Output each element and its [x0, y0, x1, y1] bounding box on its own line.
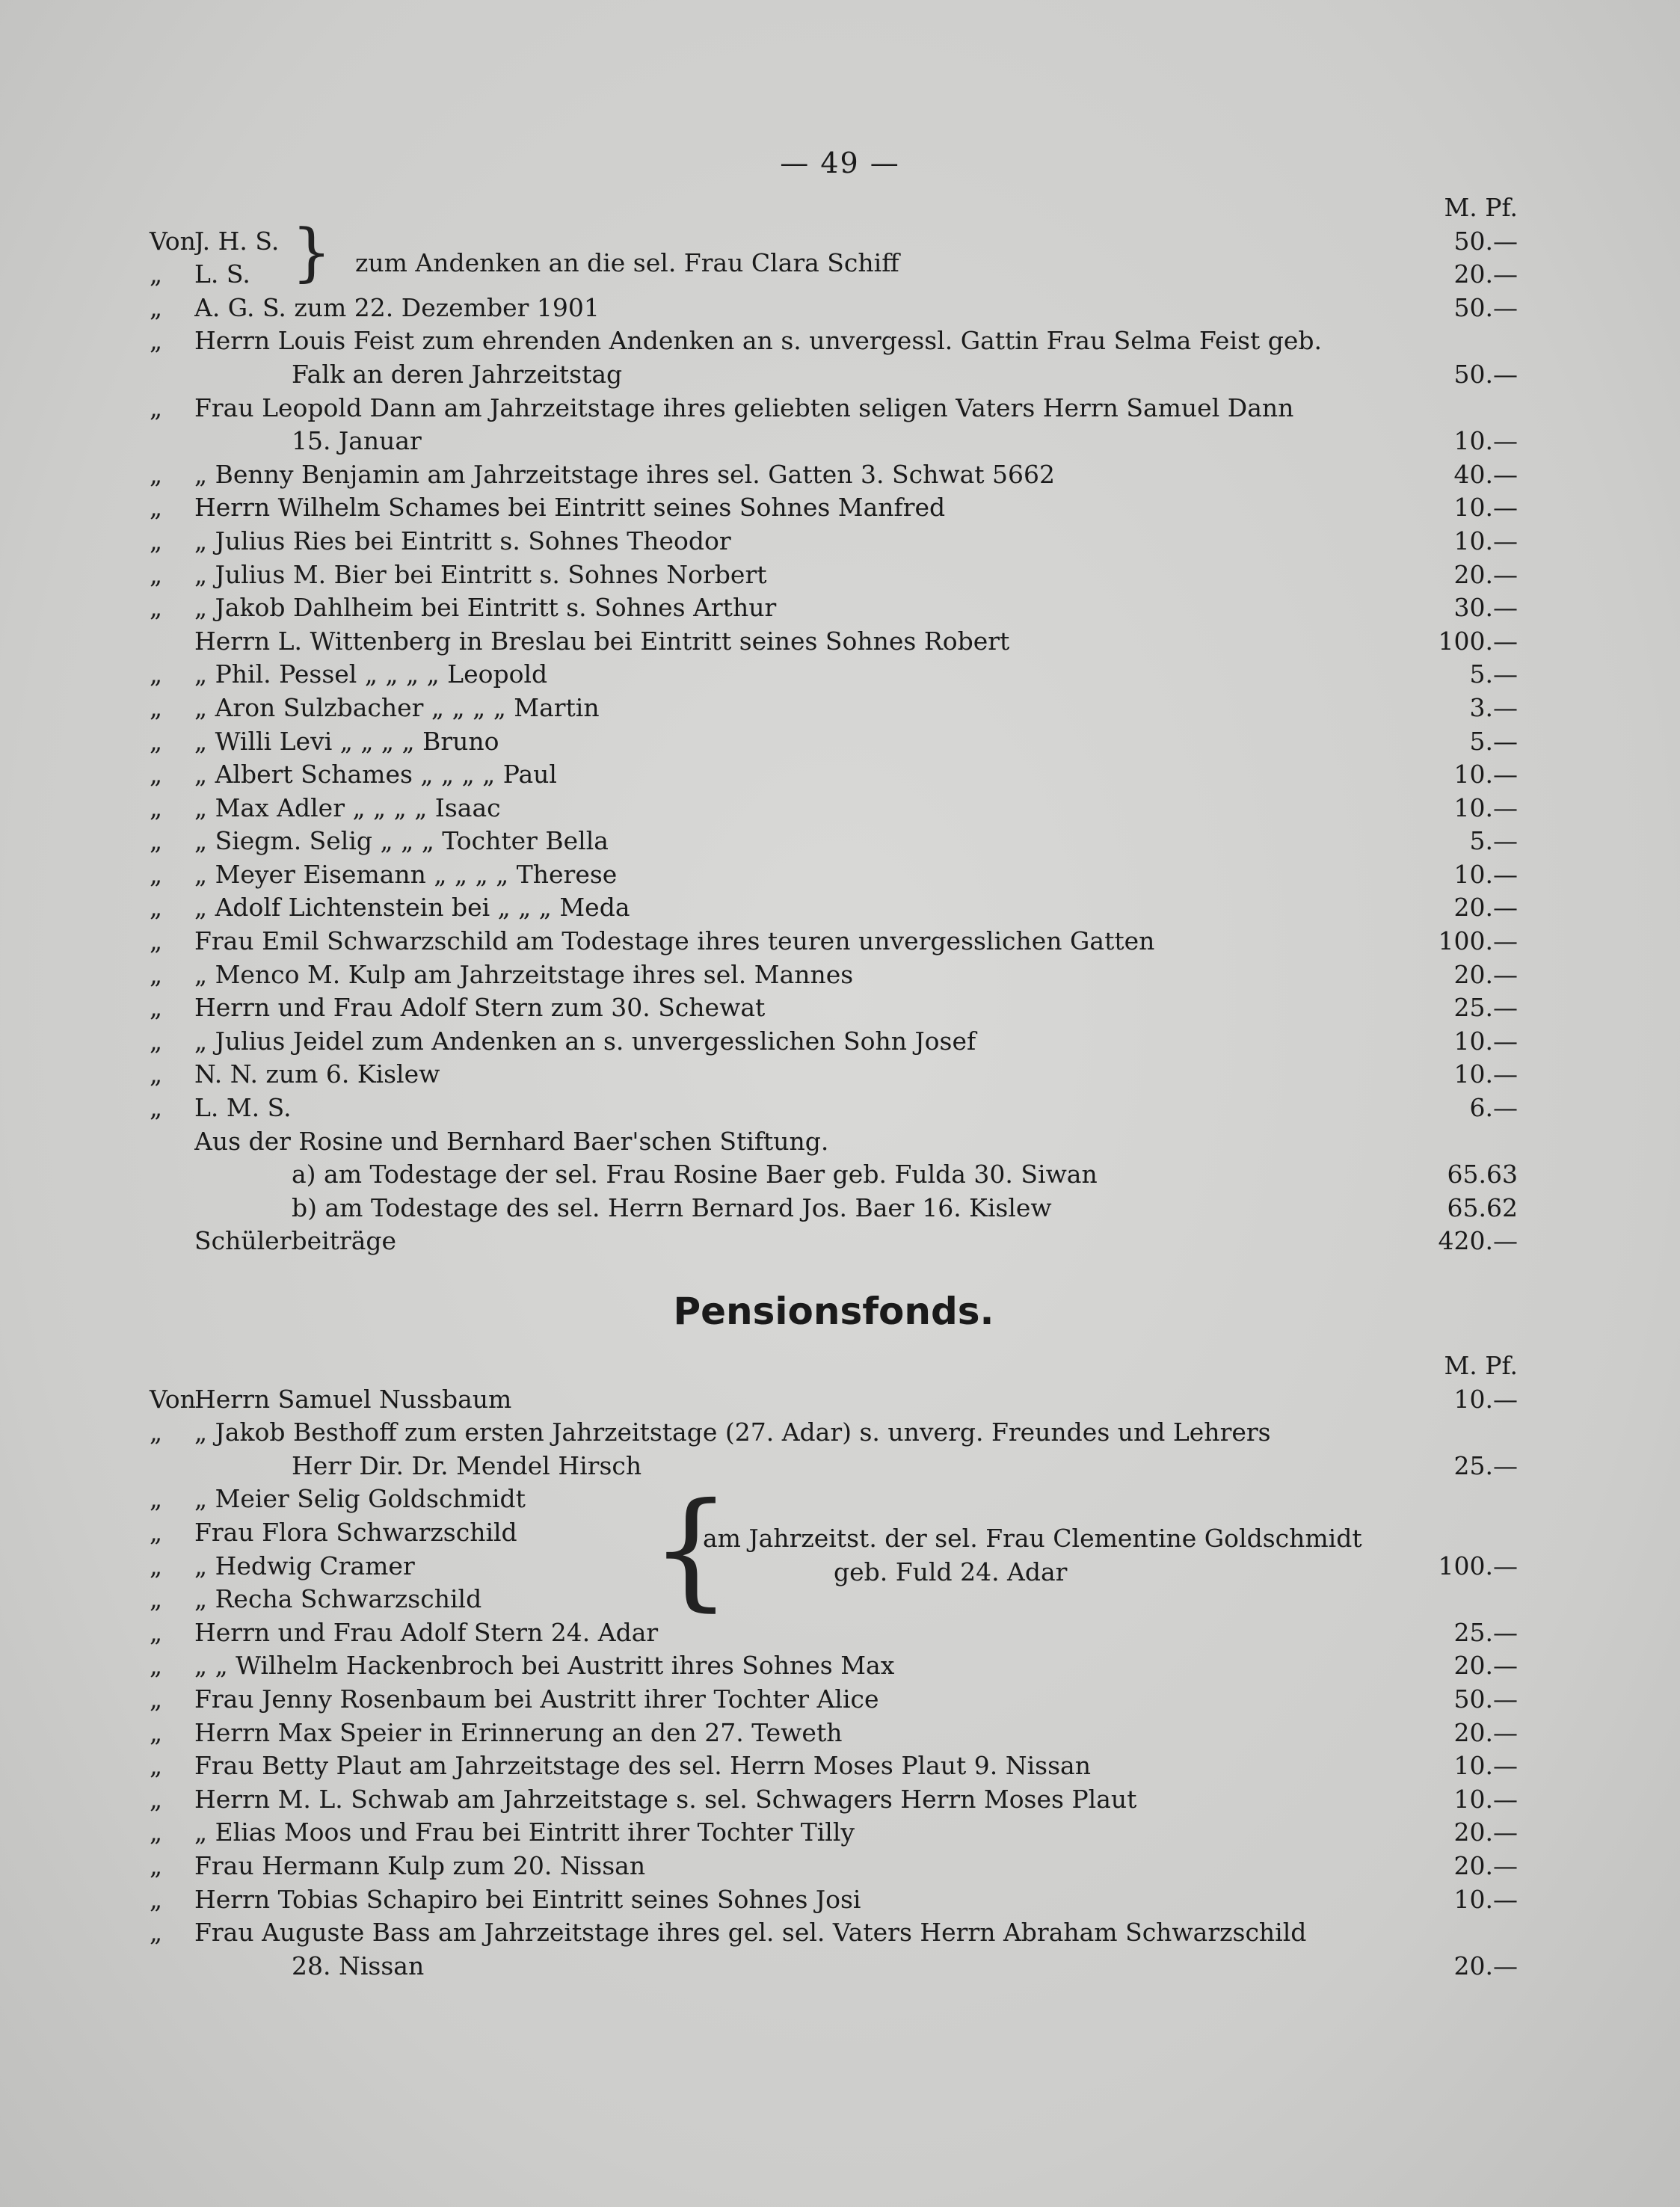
row-description: Herrn L. Wittenberg in Breslau bei Eintritt seines Sohnes Robert: [194, 626, 1010, 656]
row-description: Herrn und Frau Adolf Stern zum 30. Schewat: [194, 993, 766, 1023]
row-amount: 20.—: [1453, 1717, 1518, 1747]
ledger-row: [150, 826, 1518, 860]
row-mark: „: [150, 1717, 163, 1747]
row-text: [194, 993, 1421, 1022]
row-description: Herr Dir. Dr. Mendel Hirsch: [292, 1450, 642, 1480]
row-text: [194, 1127, 1421, 1156]
row-description: Frau Betty Plaut am Jahrzeitstage des sel. Herrn Moses Plaut 9. Nissan: [194, 1751, 1091, 1781]
row-amount: 65.63: [1447, 1160, 1518, 1189]
row-amount: 50.—: [1453, 226, 1518, 256]
row-amount: 20.—: [1453, 259, 1518, 289]
row-amount: 100.—: [1438, 926, 1518, 956]
ledger-row: [150, 893, 1518, 926]
row-description: Frau Leopold Dann am Jahrzeitstage ihres geliebten seligen Vaters Herrn Samuel Dann: [194, 393, 1294, 422]
brace-top: }: [292, 215, 332, 289]
row-description: Frau Flora Schwarzschild: [194, 1517, 517, 1547]
row-description: Schülerbeiträge: [194, 1226, 397, 1256]
row-mark: „: [150, 292, 163, 322]
ledger-row: [150, 593, 1518, 627]
row-amount: 10.—: [1453, 1751, 1518, 1781]
row-mark: „: [150, 559, 163, 589]
row-mark: „: [150, 826, 163, 856]
ledger-row: [150, 460, 1518, 493]
ledger-row: [150, 1518, 1518, 1551]
row-amount: 10.—: [1453, 1784, 1518, 1814]
row-mark: „: [150, 459, 163, 489]
row-description: „ Meyer Eisemann „ „ „ „ Therese: [194, 859, 618, 889]
row-mark: „: [150, 1684, 163, 1714]
row-mark: „: [150, 493, 163, 523]
row-amount: 50.—: [1453, 359, 1518, 389]
row-text: [194, 1684, 1421, 1714]
row-amount: 25.—: [1453, 1450, 1518, 1480]
row-text: [194, 227, 1421, 256]
row-mark: „: [150, 1551, 163, 1580]
ledger-row: [150, 1785, 1518, 1818]
row-text: [194, 960, 1421, 989]
row-description: „ Menco M. Kulp am Jahrzeitstage ihres sel. Mannes: [194, 959, 854, 989]
row-mark: „: [150, 1617, 163, 1647]
row-description: „ Benny Benjamin am Jahrzeitstage ihres sel. Gatten 3. Schwat 5662: [194, 459, 1056, 489]
row-mark: „: [150, 1850, 163, 1880]
row-description: 15. Januar: [292, 426, 422, 456]
row-description: Herrn Samuel Nussbaum: [194, 1384, 512, 1414]
row-text: [194, 593, 1421, 622]
row-description: „ Albert Schames „ „ „ „ Paul: [194, 760, 557, 789]
row-amount: 20.—: [1453, 559, 1518, 589]
brace-note-top: zum Andenken an die sel. Frau Clara Schiff: [355, 247, 899, 277]
row-description: Herrn M. L. Schwab am Jahrzeitstage s. sel. Schwagers Herrn Moses Plaut: [194, 1784, 1137, 1814]
row-amount: 20.—: [1453, 1651, 1518, 1681]
row-text: [194, 560, 1421, 589]
ledger-row: [150, 393, 1518, 427]
row-description: Frau Emil Schwarzschild am Todestage ihres teuren unvergesslichen Gatten: [194, 926, 1155, 956]
row-text: [194, 793, 1421, 822]
ledger-row: [150, 860, 1518, 893]
ledger-row: [150, 360, 1518, 393]
ledger-row: [150, 1751, 1518, 1785]
row-mark: Von: [150, 1384, 196, 1414]
row-text: [194, 1718, 1421, 1747]
row-text: [194, 1618, 1421, 1647]
ledger-row: [150, 227, 1518, 260]
row-mark: „: [150, 1517, 163, 1547]
row-mark: Von: [150, 226, 196, 256]
ledger-row: [150, 1651, 1518, 1684]
brace-note-bottom-2: geb. Fuld 24. Adar: [834, 1557, 1068, 1586]
ledger-row: [150, 1127, 1518, 1160]
row-mark: „: [150, 1751, 163, 1781]
row-mark: „: [150, 959, 163, 989]
row-amount: 10.—: [1453, 1884, 1518, 1914]
ledger-row: [150, 1684, 1518, 1718]
row-amount: 10.—: [1453, 792, 1518, 822]
row-text: [194, 1885, 1421, 1914]
row-description: Frau Auguste Bass am Jahrzeitstage ihres gel. sel. Vaters Herrn Abraham Schwarzschild: [194, 1918, 1307, 1948]
row-mark: „: [150, 1784, 163, 1814]
row-text: [194, 1584, 1421, 1613]
ledger-row: [150, 526, 1518, 560]
row-amount: 65.62: [1447, 1192, 1518, 1222]
ledger-row: [150, 926, 1518, 960]
row-description: „ Willi Levi „ „ „ „ Bruno: [194, 726, 499, 756]
row-amount: 5.—: [1469, 826, 1518, 856]
currency-header-bottom: M. Pf.: [1444, 1351, 1518, 1380]
ledger-row: [150, 426, 1518, 460]
row-text: [194, 1518, 1421, 1547]
row-amount: 40.—: [1453, 459, 1518, 489]
ledger-row: [150, 1026, 1518, 1060]
row-description: Herrn Wilhelm Schames bei Eintritt seines Sohnes Manfred: [194, 493, 946, 523]
ledger-row: [150, 960, 1518, 994]
row-text: [194, 1484, 1421, 1513]
row-description: J. H. S.: [194, 226, 280, 256]
row-description: „ Jakob Besthoff zum ersten Jahrzeitstage (27. Adar) s. unverg. Freundes und Lehrers: [194, 1418, 1271, 1447]
row-amount: 420.—: [1438, 1226, 1518, 1256]
row-amount: 50.—: [1453, 292, 1518, 322]
row-description: „ Julius M. Bier bei Eintritt s. Sohnes Norbert: [194, 559, 767, 589]
row-amount: 20.—: [1453, 1817, 1518, 1847]
ledger-row: [150, 760, 1518, 793]
row-mark: „: [150, 526, 163, 555]
row-mark: „: [150, 659, 163, 689]
row-mark: „: [150, 393, 163, 422]
row-amount: 10.—: [1453, 1059, 1518, 1089]
row-description: „ Siegm. Selig „ „ „ Tochter Bella: [194, 826, 609, 856]
row-mark: „: [150, 1584, 163, 1614]
row-description: A. G. S. zum 22. Dezember 1901: [194, 292, 600, 322]
row-text: [194, 860, 1421, 889]
row-text: [194, 259, 1421, 289]
row-amount: 10.—: [1453, 859, 1518, 889]
row-text: [194, 760, 1421, 789]
row-text: [194, 293, 1421, 322]
ledger-row: [150, 1418, 1518, 1451]
row-description: Falk an deren Jahrzeitstag: [292, 359, 623, 389]
row-description: Frau Jenny Rosenbaum bei Austritt ihrer Tochter Alice: [194, 1684, 879, 1714]
row-mark: „: [150, 1884, 163, 1914]
row-mark: „: [150, 1651, 163, 1681]
brace-note-bottom-1: am Jahrzeitst. der sel. Frau Clementine Goldschmidt: [703, 1523, 1362, 1553]
row-mark: „: [150, 692, 163, 722]
row-amount: 20.—: [1453, 1951, 1518, 1980]
row-description: Herrn und Frau Adolf Stern 24. Adar: [194, 1617, 659, 1647]
row-text: [194, 360, 1421, 389]
ledger-row: [150, 293, 1518, 327]
row-amount: 10.—: [1453, 526, 1518, 555]
row-mark: „: [150, 893, 163, 923]
ledger-row: [150, 560, 1518, 594]
row-text: [194, 1951, 1421, 1980]
row-amount: 10.—: [1453, 1026, 1518, 1056]
row-text: [194, 1651, 1421, 1680]
ledger-row: [150, 1918, 1518, 1951]
row-text: [194, 1918, 1421, 1947]
row-text: [194, 1226, 1421, 1255]
row-description: „ Meier Selig Goldschmidt: [194, 1484, 526, 1514]
row-text: [194, 627, 1421, 656]
ledger-row: [150, 1226, 1518, 1260]
row-amount: 5.—: [1469, 726, 1518, 756]
row-text: [194, 893, 1421, 922]
ledger-row: [150, 259, 1518, 293]
row-mark: „: [150, 792, 163, 822]
row-text: [194, 1385, 1421, 1414]
row-mark: „: [150, 1059, 163, 1089]
row-text: [194, 393, 1421, 422]
row-text: [194, 1160, 1421, 1189]
row-mark: „: [150, 593, 163, 623]
row-amount: 6.—: [1469, 1093, 1518, 1123]
row-text: [194, 693, 1421, 722]
ledger-row: [150, 1885, 1518, 1918]
row-description: Herrn Louis Feist zum ehrenden Andenken an s. unvergessl. Gattin Frau Selma Feist geb.: [194, 326, 1322, 356]
ledger-row: [150, 1817, 1518, 1851]
row-amount: 10.—: [1453, 760, 1518, 789]
ledger-row: [150, 1193, 1518, 1227]
row-amount: 100.—: [1438, 626, 1518, 656]
row-mark: „: [150, 1093, 163, 1123]
row-description: „ Recha Schwarzschild: [194, 1584, 482, 1614]
row-mark: „: [150, 1418, 163, 1447]
row-amount: 5.—: [1469, 659, 1518, 689]
row-text: [194, 460, 1421, 489]
ledger: [150, 193, 1518, 1984]
row-text: [194, 1785, 1421, 1814]
row-text: [194, 1551, 1421, 1580]
brace-bottom: {: [650, 1475, 732, 1624]
row-amount: 10.—: [1453, 493, 1518, 523]
row-description: a) am Todestage der sel. Frau Rosine Baer geb. Fulda 30. Siwan: [292, 1160, 1098, 1189]
row-text: [194, 426, 1421, 455]
row-text: [194, 727, 1421, 756]
row-text: [194, 1851, 1421, 1880]
row-text: [194, 493, 1421, 522]
row-mark: „: [150, 259, 163, 289]
row-description: Herrn Max Speier in Erinnerung an den 27. Teweth: [194, 1717, 843, 1747]
row-description: „ Phil. Pessel „ „ „ „ Leopold: [194, 659, 548, 689]
row-description: „ Jakob Dahlheim bei Eintritt s. Sohnes Arthur: [194, 593, 777, 623]
row-amount: 30.—: [1453, 593, 1518, 623]
ledger-row: [150, 1451, 1518, 1485]
donation-list-bottom: [150, 1385, 1518, 1985]
row-mark: „: [150, 993, 163, 1023]
row-mark: „: [150, 326, 163, 356]
row-mark: „: [150, 760, 163, 789]
row-mark: „: [150, 1918, 163, 1948]
ledger-row: [150, 1718, 1518, 1752]
donation-list-top: [150, 215, 1518, 1260]
row-description: L. M. S.: [194, 1093, 292, 1123]
ledger-row: [150, 993, 1518, 1026]
row-text: [194, 326, 1421, 355]
row-amount: 25.—: [1453, 1617, 1518, 1647]
row-text: [194, 659, 1421, 689]
row-description: L. S.: [194, 259, 250, 289]
row-text: [194, 526, 1421, 555]
ledger-row: [150, 659, 1518, 693]
row-amount: 100.—: [1438, 1551, 1518, 1580]
row-description: „ „ Wilhelm Hackenbroch bei Austritt ihres Sohnes Max: [194, 1651, 895, 1681]
row-description: „ Julius Ries bei Eintritt s. Sohnes Theodor: [194, 526, 731, 555]
row-amount: 10.—: [1453, 426, 1518, 456]
ledger-row: [150, 1385, 1518, 1418]
row-description: Herrn Tobias Schapiro bei Eintritt seines Sohnes Josi: [194, 1884, 861, 1914]
row-text: [194, 1451, 1421, 1480]
ledger-row: [150, 1484, 1518, 1518]
row-mark: „: [150, 859, 163, 889]
ledger-row: [150, 1618, 1518, 1652]
ledger-row: [150, 1093, 1518, 1127]
row-amount: 10.—: [1453, 1384, 1518, 1414]
row-amount: 50.—: [1453, 1684, 1518, 1714]
ledger-row: [150, 1851, 1518, 1885]
ledger-row: [150, 1160, 1518, 1193]
row-mark: „: [150, 726, 163, 756]
row-text: [194, 1751, 1421, 1780]
row-text: [194, 826, 1421, 855]
row-description: „ Julius Jeidel zum Andenken an s. unvergesslichen Sohn Josef: [194, 1026, 976, 1056]
currency-header-top: M. Pf.: [1444, 193, 1518, 222]
row-description: „ Adolf Lichtenstein bei „ „ „ Meda: [194, 893, 630, 923]
row-text: [194, 1093, 1421, 1122]
row-description: „ Elias Moos und Frau bei Eintritt ihrer Tochter Tilly: [194, 1817, 855, 1847]
row-description: b) am Todestage des sel. Herrn Bernard Jos. Baer 16. Kislew: [292, 1192, 1052, 1222]
ledger-row: [150, 326, 1518, 360]
row-description: N. N. zum 6. Kislew: [194, 1059, 440, 1089]
ledger-row: [150, 1059, 1518, 1093]
ledger-row: [150, 1584, 1518, 1618]
row-text: [194, 1026, 1421, 1056]
row-text: [194, 1193, 1421, 1222]
row-amount: 20.—: [1453, 959, 1518, 989]
row-mark: „: [150, 1817, 163, 1847]
row-mark: „: [150, 1026, 163, 1056]
row-mark: „: [150, 1484, 163, 1514]
ledger-row: [150, 727, 1518, 760]
row-text: [194, 1817, 1421, 1847]
row-description: „ Hedwig Cramer: [194, 1551, 415, 1580]
ledger-row: [150, 493, 1518, 526]
page-number: — 49 —: [780, 147, 900, 179]
row-amount: 20.—: [1453, 1850, 1518, 1880]
row-description: „ Aron Sulzbacher „ „ „ „ Martin: [194, 692, 600, 722]
row-text: [194, 926, 1421, 955]
ledger-row: [150, 1551, 1518, 1585]
ledger-row: [150, 693, 1518, 727]
section-title-pensionsfonds: Pensionsfonds.: [673, 1290, 994, 1333]
row-amount: 25.—: [1453, 993, 1518, 1023]
row-description: „ Max Adler „ „ „ „ Isaac: [194, 792, 501, 822]
ledger-row: [150, 793, 1518, 827]
row-description: Aus der Rosine und Bernhard Baer'schen Stiftung.: [194, 1126, 829, 1156]
ledger-row: [150, 1951, 1518, 1985]
row-text: [194, 1059, 1421, 1089]
row-amount: 20.—: [1453, 893, 1518, 923]
row-description: 28. Nissan: [292, 1951, 425, 1980]
row-text: [194, 1418, 1421, 1447]
row-mark: „: [150, 926, 163, 956]
ledger-row: [150, 627, 1518, 660]
row-amount: 3.—: [1469, 692, 1518, 722]
row-description: Frau Hermann Kulp zum 20. Nissan: [194, 1850, 646, 1880]
